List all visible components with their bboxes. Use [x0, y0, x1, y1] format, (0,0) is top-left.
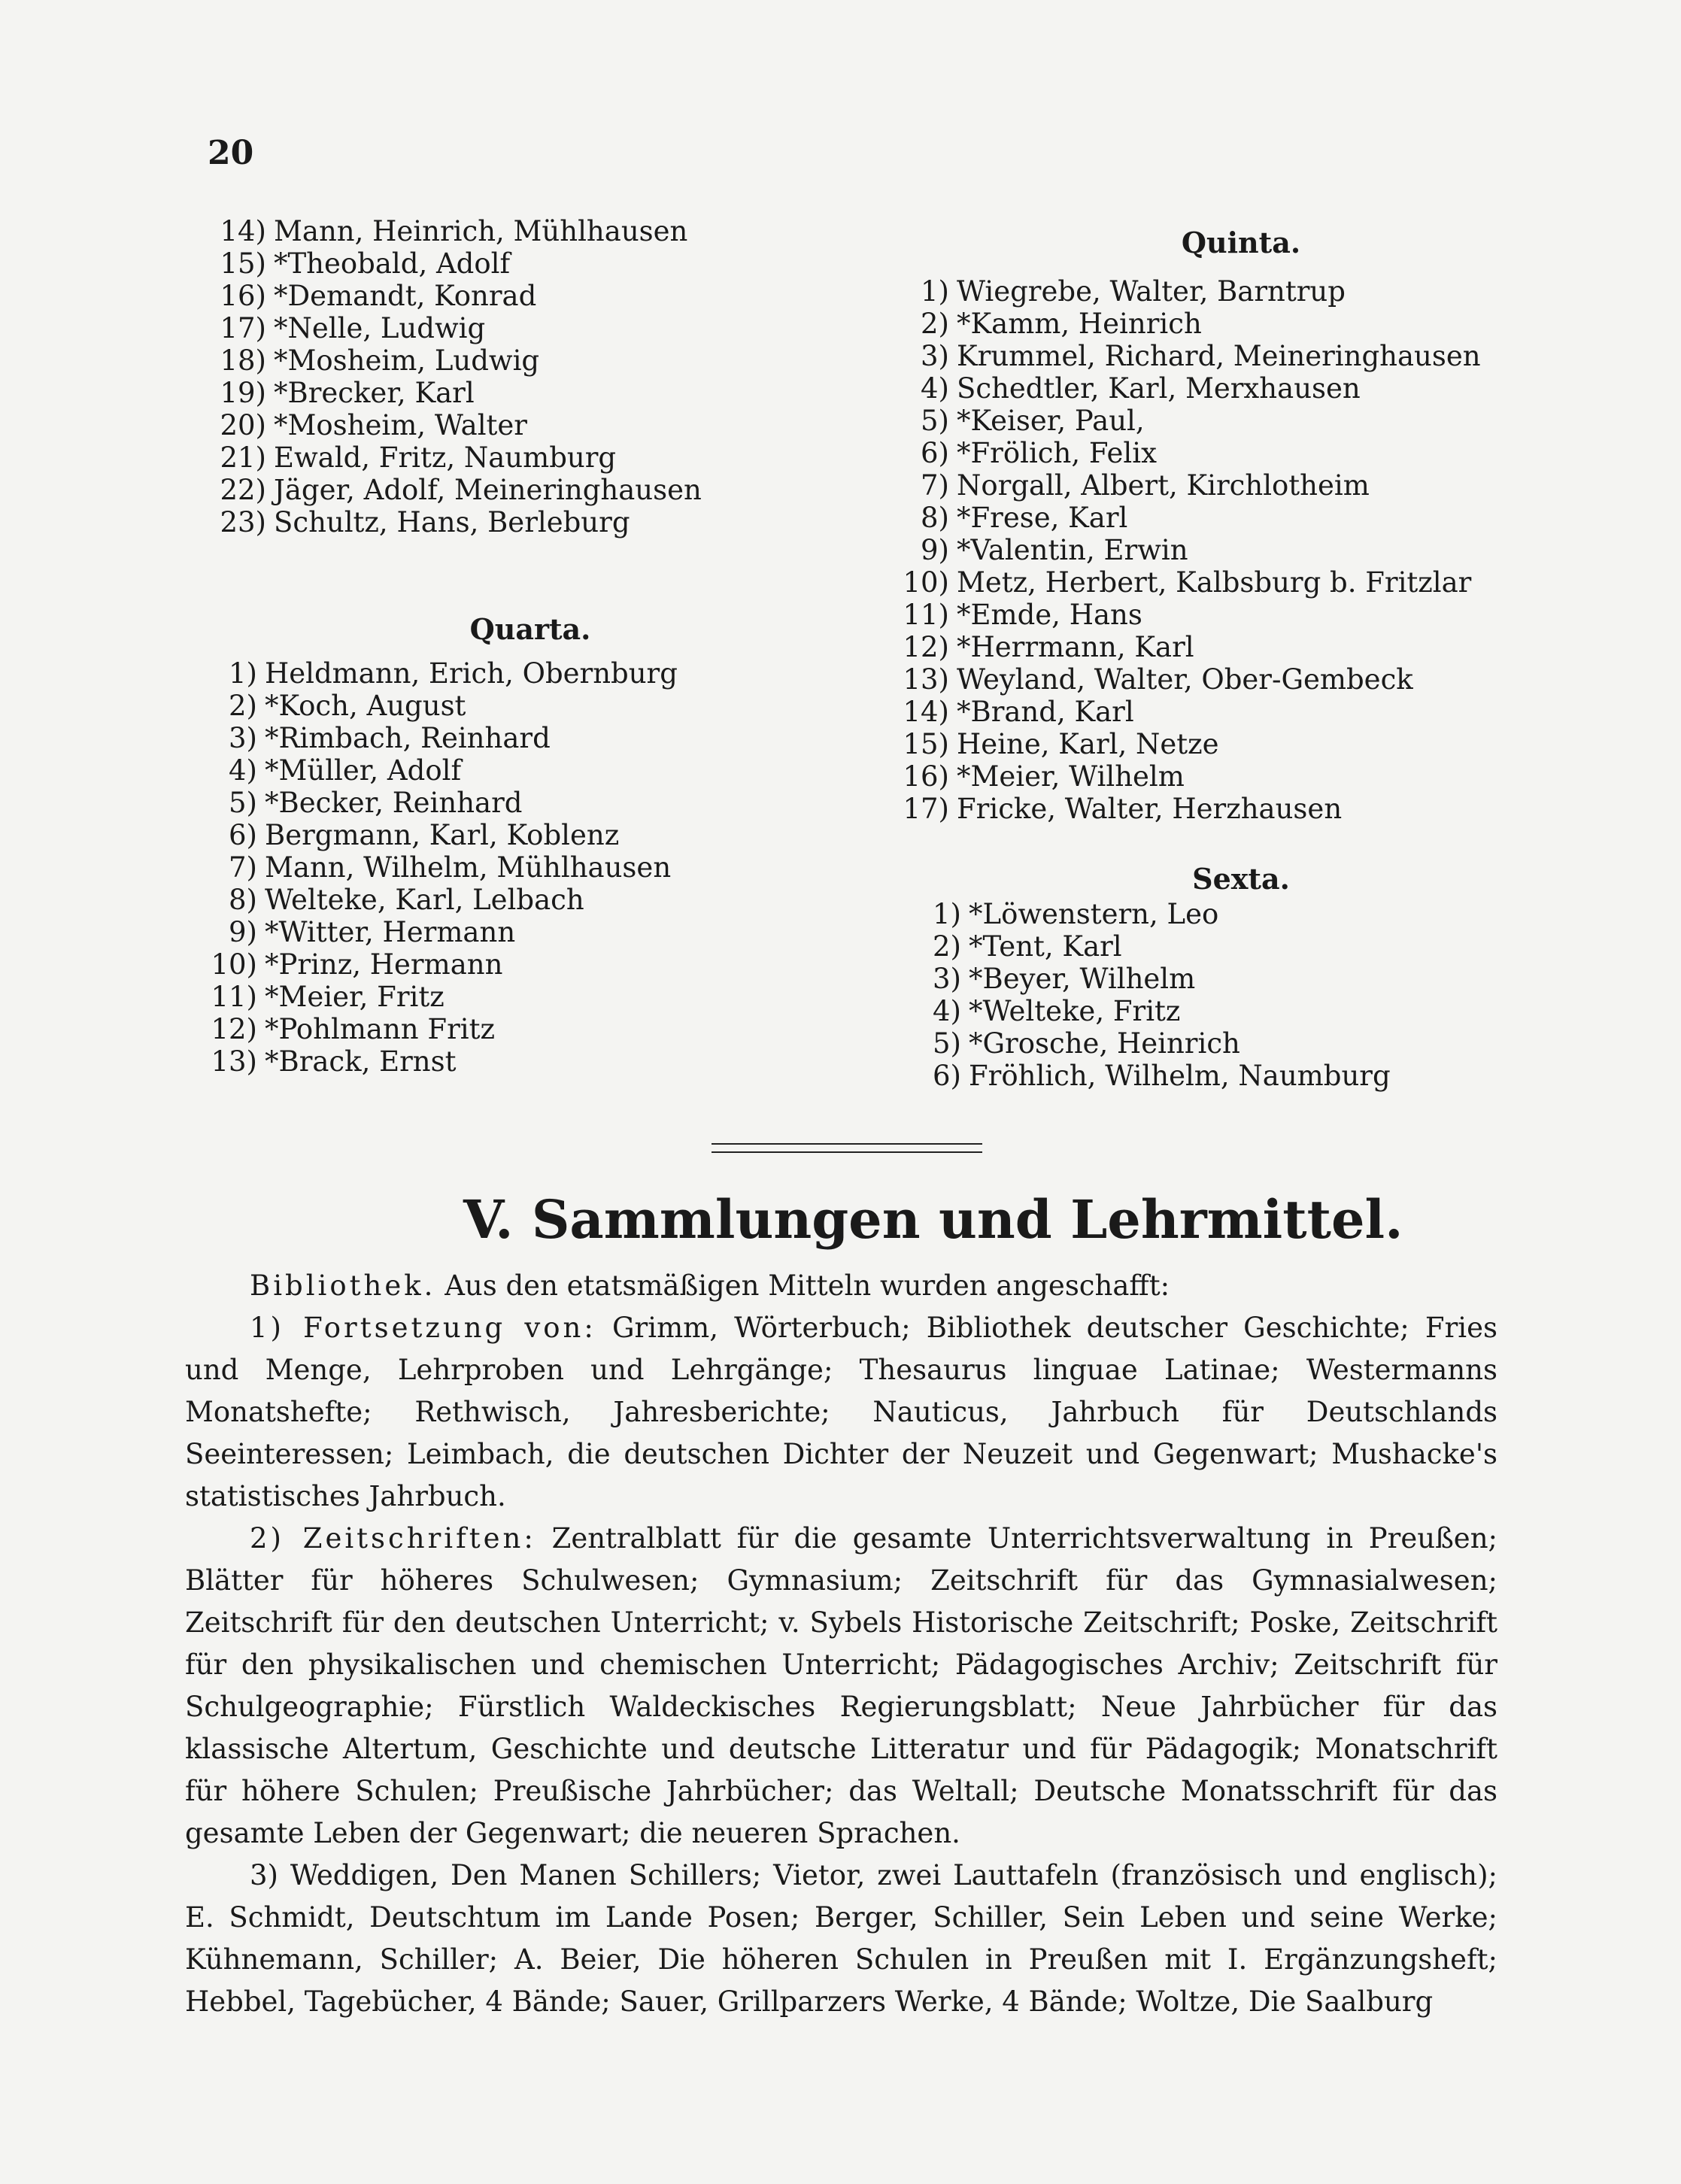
list-item: 14) Mann, Heinrich, Mühlhausen [220, 215, 688, 247]
paragraph-periodicals: 2) Zeitschriften: Zentralblatt für die gesamte Unterrichtsverwaltung in Preußen; Blätter für höheres Schulwesen; Gymnasium; Zeitschrift für das Gymnasialwesen; Zeitschrift für den deutschen Unterricht; v. Sybels Historische Zeitschrift; Poske, Zeitschrift für den physikalischen und chemischen Unterricht; Pädagogisches Archiv; Zeitschrift für Schulgeographie; Fürstlich Waldeckisches Regierungsblatt; Neue Jahrbücher für das klassische Altertum, Geschichte und deutsche Litteratur und für Pädagogik; Monatschrift für höhere Schulen; Preußische Jahrbücher; das Weltall; Deutsche Monatsschrift für das gesamte Leben der Gegenwart; die neueren Sprachen. [185, 1522, 1497, 1849]
list-item: 4) *Welteke, Fritz [933, 995, 1181, 1027]
list-item: 3) *Beyer, Wilhelm [933, 963, 1196, 995]
sexta-list [900, 898, 1561, 1092]
list-item: 7) Norgall, Albert, Kirchlotheim [921, 469, 1370, 502]
quinta-heading: Quinta. [1181, 226, 1301, 259]
list-item: 12) *Pohlmann Fritz [211, 1013, 495, 1045]
list-item: 6) Bergmann, Karl, Koblenz [229, 819, 620, 851]
list-item: 16) *Demandt, Konrad [220, 280, 537, 312]
list-item: 3) *Rimbach, Reinhard [229, 722, 551, 754]
list-item: 2) *Kamm, Heinrich [921, 308, 1202, 340]
list-item: 8) Welteke, Karl, Lelbach [229, 884, 584, 916]
list-item: 15) *Theobald, Adolf [220, 247, 511, 280]
section-title: V. Sammlungen und Lehrmittel. [463, 1188, 1403, 1251]
list-item: 11) *Meier, Fritz [211, 981, 445, 1013]
list-item: 15) Heine, Karl, Netze [903, 728, 1219, 760]
list-item: 9) *Valentin, Erwin [921, 534, 1188, 566]
list-item: 9) *Witter, Hermann [229, 916, 516, 948]
list-item: 23) Schultz, Hans, Berleburg [220, 506, 630, 538]
page-number: 20 [208, 134, 254, 172]
list-item: 4) *Müller, Adolf [229, 754, 462, 787]
quarta-heading: Quarta. [469, 612, 591, 646]
list-item: 6) Fröhlich, Wilhelm, Naumburg [933, 1060, 1391, 1092]
list-item: 6) *Frölich, Felix [921, 437, 1157, 469]
list-item: 1) Wiegrebe, Walter, Barntrup [921, 275, 1346, 308]
list-item: 13) Weyland, Walter, Ober-Gembeck [903, 663, 1413, 696]
list-item: 12) *Herrmann, Karl [903, 631, 1194, 663]
list-item: 7) Mann, Wilhelm, Mühlhausen [229, 851, 672, 884]
sexta-heading: Sexta. [1192, 862, 1290, 896]
list-item: 2) *Tent, Karl [933, 930, 1122, 963]
list-item: 5) *Becker, Reinhard [229, 787, 523, 819]
list-item: 17) Fricke, Walter, Herzhausen [903, 793, 1343, 825]
list-item: 20) *Mosheim, Walter [220, 409, 527, 441]
paragraph-continuations: 1) Fortsetzung von: Grimm, Wörterbuch; Bibliothek deutscher Geschichte; Fries und Menge, Lehrproben und Lehrgänge; Thesaurus linguae Latinae; Westermanns Monatshefte; Rethwisch, Jahresberichte; Nauticus, Jahrbuch für Deutschlands Seeinteressen; Leimbach, die deutschen Dichter der Neuzeit und Gegenwart; Mushacke's statistisches Jahrbuch. [185, 1312, 1498, 1512]
list-item: 5) *Keiser, Paul, [921, 405, 1145, 437]
paragraph-acquisitions: 3) Weddigen, Den Manen Schillers; Vietor, zwei Lauttafeln (französisch und englisch); E. Schmidt, Deutschtum im Lande Posen; Berger, Schiller, Sein Leben und seine Werke; Kühnemann, Schiller; A. Beier, Die höheren Schulen in Preußen mit I. Ergänzungsheft; Hebbel, Tagebücher, 4 Bände; Sauer, Grillparzers Werke, 4 Bände; Woltze, Die Saalburg [185, 1859, 1497, 2018]
list-item: 19) *Brecker, Karl [220, 377, 475, 409]
list-item: 4) Schedtler, Karl, Merxhausen [921, 372, 1361, 405]
list-item: 10) Metz, Herbert, Kalbsburg b. Fritzlar [903, 566, 1472, 599]
quarta-list [193, 657, 764, 1078]
list-item: 22) Jäger, Adolf, Meineringhausen [220, 474, 702, 506]
list-item: 17) *Nelle, Ludwig [220, 312, 486, 344]
list-item: 18) *Mosheim, Ludwig [220, 344, 540, 377]
list-item: 8) *Frese, Karl [921, 502, 1128, 534]
intro-paragraph: Bibliothek. Aus den etatsmäßigen Mitteln wurden angeschafft: [250, 1269, 1170, 1302]
section-divider [712, 1143, 982, 1153]
list-item: 3) Krummel, Richard, Meineringhausen [921, 340, 1481, 372]
list-item: 13) *Brack, Ernst [211, 1045, 457, 1078]
quinta-list [888, 275, 1549, 825]
list-item: 1) *Löwenstern, Leo [933, 898, 1219, 930]
list-item: 11) *Emde, Hans [903, 599, 1142, 631]
list-item: 1) Heldmann, Erich, Obernburg [229, 657, 678, 690]
list-item: 5) *Grosche, Heinrich [933, 1027, 1240, 1060]
list-item: 21) Ewald, Fritz, Naumburg [220, 441, 617, 474]
list-item: 14) *Brand, Karl [903, 696, 1134, 728]
list-item: 16) *Meier, Wilhelm [903, 760, 1185, 793]
student-list-continued [202, 215, 773, 538]
list-item: 2) *Koch, August [229, 690, 466, 722]
list-item: 10) *Prinz, Hermann [211, 948, 503, 981]
section-body [185, 1265, 1497, 2023]
